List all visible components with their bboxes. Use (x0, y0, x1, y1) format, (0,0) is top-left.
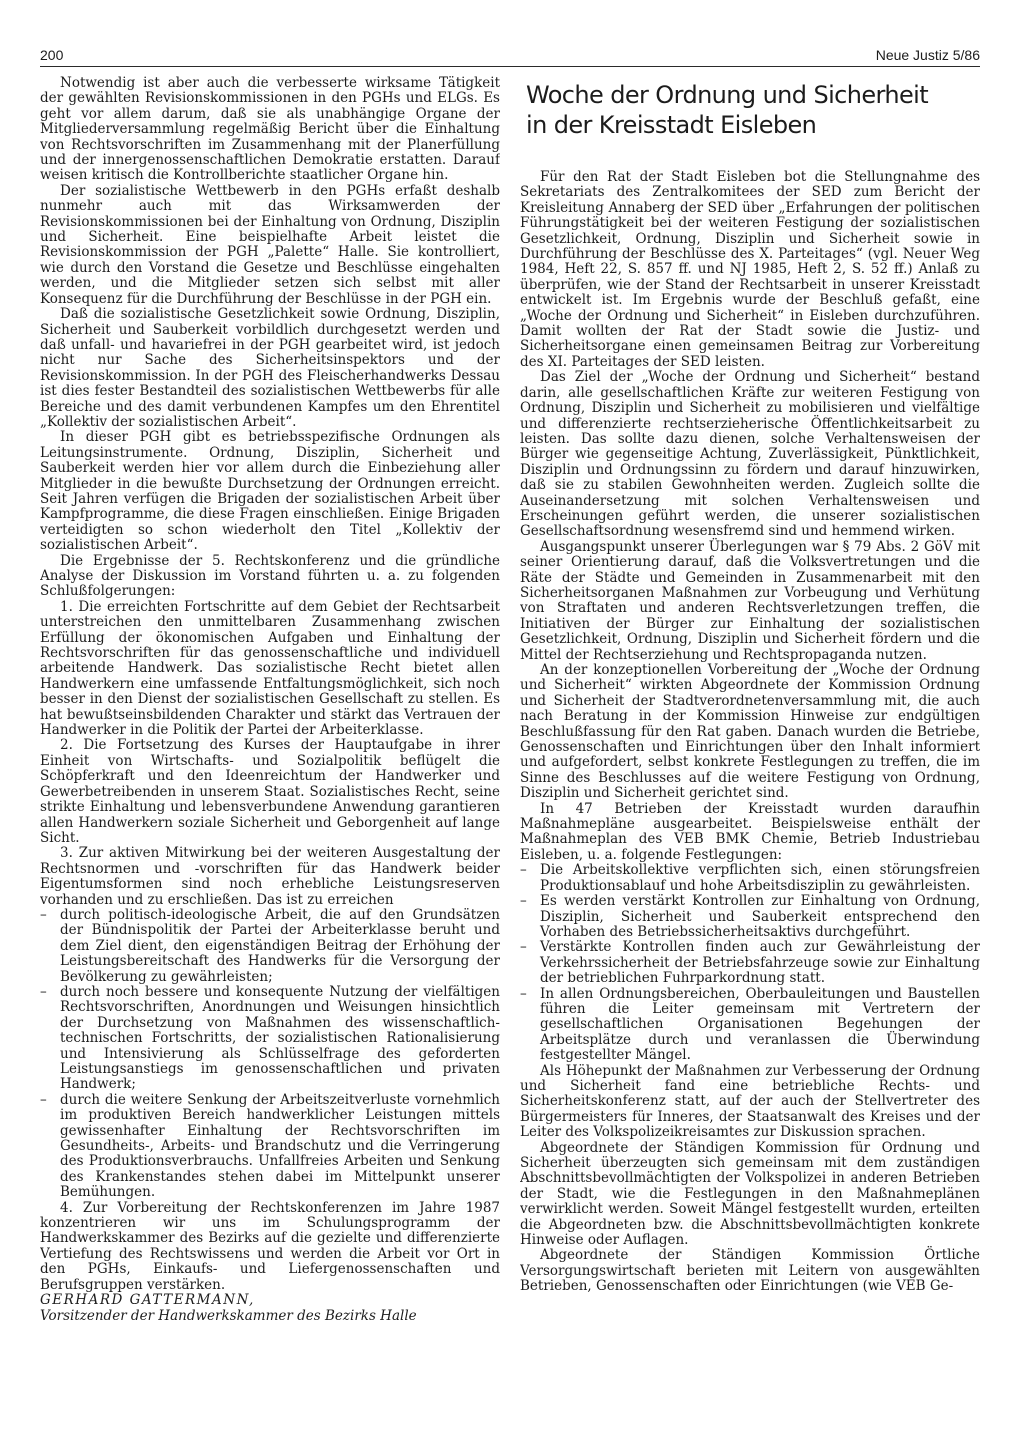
paragraph: In 47 Betrieben der Kreisstadt wurden daraufhin Maßnahmepläne ausgearbeitet. Beispielsweise enthält der Maßnahmeplan des VEB BMK Chemie, Betrieb Industriebau Eisleben, u. a. folgende Festlegungen: (520, 800, 980, 863)
paragraph: Ausgangspunkt unserer Überlegungen war § 79 Abs. 2 GöV mit seiner Orientierung darauf, daß die Volksvertretungen und die Räte der Städte und Gemeinden in Zusammenarbeit mit den Sicherheitsorganen Maßnahmen zur Vorbeugung und Verhütung von Straftaten und anderen Rechtsverletzungen treffen, die Initiativen der Bürger zur Einhaltung der sozialistischen Gesetzlichkeit, Ordnung, Disziplin und Sicherheit fördern und die Mittel der Rechtserziehung und Rechtspropaganda nutzen. (520, 538, 980, 663)
list-item-text: Die Arbeitskollektive verpflichten sich, einen störungsfreien Produktionsablauf und hohe Arbeitsdisziplin zu gewährleisten. (540, 862, 980, 894)
dash-mark: – (40, 906, 47, 923)
dash-mark: – (520, 985, 527, 1002)
paragraph: Notwendig ist aber auch die verbesserte wirksame Tätigkeit der gewählten Revisionskommissionen in den PGHs und ELGs. Es geht vor allem darum, daß sie als unabhängige Organe der Mitgliederversammlung regelmäßig Bericht über die Einhaltung von Rechtsvorschriften im Zusammenhang mit der Planerfüllung und der innergenossenschaftlichen Demokratie erstatten. Darauf weisen kritisch die Kontrollberichte staatlicher Organe hin. (40, 76, 500, 184)
paragraph: Abgeordnete der Ständigen Kommission für Ordnung und Sicherheit überzeugten sich gemeinsam mit dem zuständigen Abschnittsbevollmächtigten der Volkspolizei in anderen Betrieben der Stadt, wie die Festlegungen in den Maßnahmeplänen verwirklicht werden. Soweit Mängel festgestellt wurden, erteilten die Abgeordneten bzw. die Abschnittsbevollmächtigten konkrete Hinweise oder Auflagen. (520, 1139, 980, 1249)
list-item (40, 908, 500, 985)
paragraph: In dieser PGH gibt es betriebsspezifische Ordnungen als Leitungsinstrumente. Ordnung, Disziplin, Sicherheit und Sauberkeit werden hier vor allem durch die Einbeziehung aller Mitglieder in die bewußte Durchsetzung der Ordnungen erreicht. Seit Jahren verfügen die Brigaden der sozialistischen Arbeit über Kampfprogramme, die diese Fragen einschließen. Einige Brigaden verteidigten so schon wiederholt den Titel „Kollektiv der sozialistischen Arbeit“. (40, 429, 500, 554)
article-title-line-2: in der Kreisstadt Eisleben (526, 111, 817, 139)
list-item-text: durch politisch-ideologische Arbeit, die auf den Grundsätzen der Bündnispolitik der Partei der Arbeiterklasse beruht und dem Ziel dient, den eigenständigen Beitrag der Erhöhung der Leistungsbereitschaft des Handwerks für die Versorgung der Bevölkerung zu gewährleisten; (60, 906, 500, 985)
left-column (40, 76, 500, 1406)
list-item (520, 894, 980, 940)
author-signature (40, 1293, 500, 1324)
article-title-line-1: Woche der Ordnung und Sicherheit (526, 81, 929, 109)
list-item-text: durch die weitere Senkung der Arbeitszeitverluste vornehmlich im produktiven Bereich handwerklicher Leistungen mittels gewissenhafter Einhaltung der Rechtsvorschriften im Gesundheits-, Arbeits- und Brandschutz und die Verringerung des Produktionsverbrauchs. Unfallfreies Arbeiten und Senkung des Krankenstandes stehen dabei im Mittelpunkt unserer Bemühungen. (60, 1091, 500, 1201)
dash-mark: – (520, 893, 527, 910)
list-item-text: In allen Ordnungsbereichen, Oberbauleitungen und Baustellen führen die Leiter gemeinsam mit Vertretern der gesellschaftlichen Organisationen Begehungen der Arbeitsplätze durch und veranlassen die Überwindung festgestellter Mängel. (540, 985, 980, 1064)
dash-mark: – (40, 983, 47, 1000)
journal-issue: Neue Justiz 5/86 (875, 47, 980, 63)
list-item-text: Es werden verstärkt Kontrollen zur Einhaltung von Ordnung, Disziplin, Sicherheit und Sauberkeit entsprechend den Vorhaben des Betriebssicherheitsaktivs durchgeführt. (540, 893, 980, 940)
author-name: GERHARD GATTERMANN, (40, 1292, 255, 1309)
paragraph: Die Ergebnisse der 5. Rechtskonferenz und die gründliche Analyse der Diskussion im Vorstand führten u. a. zu folgenden Schlußfolgerungen: (40, 552, 500, 600)
dash-mark: – (520, 939, 527, 956)
paragraph: 2. Die Fortsetzung des Kurses der Hauptaufgabe in ihrer Einheit von Wirtschafts- und Sozialpolitik beflügelt die Schöpferkraft und den Ideenreichtum der Handwerker und Gewerbetreibenden in unserem Staat. Sozialistisches Recht, seine strikte Einhaltung und lebensverbundene Anwendung garantieren allen Handwerkern soziale Sicherheit und Geborgenheit auf lange Sicht. (40, 737, 500, 846)
list-item-text: Verstärkte Kontrollen finden auch zur Gewährleistung der Verkehrssicherheit der Betriebsfahrzeuge sowie zur Einhaltung der betrieblichen Fuhrparkordnung statt. (540, 939, 980, 987)
paragraph: Als Höhepunkt der Maßnahmen zur Verbesserung der Ordnung und Sicherheit fand eine betriebliche Rechts- und Sicherheitskonferenz statt, auf der auch der Stellvertreter des Bürgermeisters für Inneres, der Staatsanwalt des Kreises und der Leiter des Volkspolizeikreisamtes zur Diskussion sprachen. (520, 1062, 980, 1141)
list-item (520, 987, 980, 1064)
paragraph: 1. Die erreichten Fortschritte auf dem Gebiet der Rechtsarbeit unterstreichen den unmittelbaren Zusammenhang zwischen Erfüllung der ökonomischen Aufgaben und Einhaltung der Rechtsvorschriften für das genossenschaftliche und individuell arbeitende Handwerk. Das sozialistische Recht bietet allen Handwerkern eine umfassende Entfaltungsmöglichkeit, sich noch besser in den Dienst der sozialistischen Gesellschaft zu stellen. Es hat bewußtseinsbildenden Charakter und stärkt das Vertrauen der Handwerker in die Politik der Partei der Arbeiterklasse. (40, 598, 500, 739)
article-title (526, 80, 980, 140)
dash-mark: – (520, 862, 527, 879)
page-number: 200 (40, 47, 64, 63)
paragraph: An der konzeptionellen Vorbereitung der „Woche der Ordnung und Sicherheit“ wirkten Abgeordnete der Kommission Ordnung und Sicherheit der Stadtverordnetenversammlung mit, die auch nach Beratung in der Kommission Hinweise zur endgültigen Beschlußfassung für den Rat gaben. Danach wurden die Betriebe, Genossenschaften und Einrichtungen über den Inhalt informiert und aufgefordert, selbst konkrete Festlegungen zu treffen, die im Sinne des Beschlusses auf die weitere Festigung von Ordnung, Disziplin und Sicherheit gerichtet sind. (520, 662, 980, 802)
list-item (40, 985, 500, 1093)
author-role: Vorsitzender der Handwerkskammer des Bezirks Halle (40, 1307, 417, 1324)
paragraph: Abgeordnete der Ständigen Kommission Örtliche Versorgungswirtschaft berieten mit Leitern von ausgewählten Betrieben, Genossenschaften oder Einrichtungen (wie VEB Ge- (520, 1247, 980, 1295)
list-item (40, 1093, 500, 1201)
paragraph: Daß die sozialistische Gesetzlichkeit sowie Ordnung, Disziplin, Sicherheit und Sauberkeit vorbildlich durchgesetzt werden und daß unfall- und havariefrei in der PGH gearbeitet wird, ist jedoch nicht nur Sache des Sicherheitsinspektors und der Revisionskommission. In der PGH des Fleischerhandwerks Dessau ist dies fester Bestandteil des sozialistischen Wettbewerbs für alle Bereiche und des damit verbundenen Kampfes um den Ehrentitel „Kollektiv der sozialistischen Arbeit“. (40, 306, 500, 430)
list-item-text: durch noch bessere und konsequente Nutzung der vielfältigen Rechtsvorschriften, Anordnungen und Weisungen hinsichtlich der Durchsetzung von Maßnahmen des wissenschaftlich-technischen Fortschritts, der sozialistischen Rationalisierung und Intensivierung als Schlüsselfrage des geforderten Leistungsanstiegs im genossenschaftlichen und privaten Handwerk; (60, 983, 500, 1093)
paragraph: 3. Zur aktiven Mitwirkung bei der weiteren Ausgestaltung der Rechtsnormen und -vorschriften für das Handwerk beider Eigentumsformen sind noch erhebliche Leistungsreserven vorhanden und zu erschließen. Das ist zu erreichen (40, 845, 500, 908)
paragraph: Der sozialistische Wettbewerb in den PGHs erfaßt deshalb nunmehr auch mit das Wirksamwerden der Revisionskommissionen bei der Einhaltung von Ordnung, Disziplin und Sicherheit. Eine beispielhafte Arbeit leistet die Revisionskommission der PGH „Palette“ Halle. Sie kontrolliert, wie durch den Vorstand die Gesetze und Beschlüsse eingehalten werden, und die Mitglieder setzen sich selbst mit aller Konsequenz für die Durchführung der Beschlüsse in der PGH ein. (40, 182, 500, 307)
list-item (520, 940, 980, 986)
right-column (520, 76, 980, 1406)
paragraph: Das Ziel der „Woche der Ordnung und Sicherheit“ bestand darin, alle gesellschaftlichen Kräfte zur weiteren Festigung von Ordnung, Disziplin und Sicherheit zu mobilisieren und vielfältige und differenzierte rechtserzieherische Öffentlichkeitsarbeit zu leisten. Das sollte dazu dienen, solche Verhaltensweisen der Bürger wie gegenseitige Achtung, Zuverlässigkeit, Pünktlichkeit, Disziplin und Ordnungssinn zu fördern und darauf hinzuwirken, daß sie zu stabilen Gewohnheiten werden. Zugleich sollte die Auseinandersetzung mit solchen Verhaltensweisen und Erscheinungen geführt werden, die unserer sozialistischen Gesellschaftsordnung wesensfremd sind und hemmend wirken. (520, 369, 980, 540)
paragraph: 4. Zur Vorbereitung der Rechtskonferenzen im Jahre 1987 konzentrieren wir uns im Schulungsprogramm der Handwerkskammer des Bezirks auf die gezielte und differenzierte Vertiefung des Rechtswissens und werden die Arbeit vor Ort in den PGHs, Einkaufs- und Liefergenossenschaften und Berufsgruppen verstärken. (40, 1199, 500, 1293)
list-item (520, 863, 980, 894)
page-header (40, 38, 980, 67)
paragraph: Für den Rat der Stadt Eisleben bot die Stellungnahme des Sekretariats des Zentralkomitees der SED zum Bericht der Kreisleitung Annaberg der SED über „Erfahrungen der politischen Führungstätigkeit bei der weiteren Festigung der sozialistischen Gesetzlichkeit, Ordnung, Disziplin und Sicherheit sowie in Durchführung der Beschlüsse des X. Parteitages“ (vgl. Neuer Weg 1984, Heft 22, S. 857 ff. und NJ 1985, Heft 2, S. 52 ff.) Anlaß zu überprüfen, wie der Stand der Rechtsarbeit in unserer Kreisstadt entwickelt ist. Im Ergebnis wurde der Beschluß gefaßt, eine „Woche der Ordnung und Sicherheit“ in Eisleben durchzuführen. Damit wollten der Rat der Stadt sowie die Justiz- und Sicherheitsorgane einen gemeinsamen Beitrag zur Vorbereitung des XI. Parteitages der SED leisten. (520, 169, 980, 370)
dash-mark: – (40, 1091, 47, 1108)
